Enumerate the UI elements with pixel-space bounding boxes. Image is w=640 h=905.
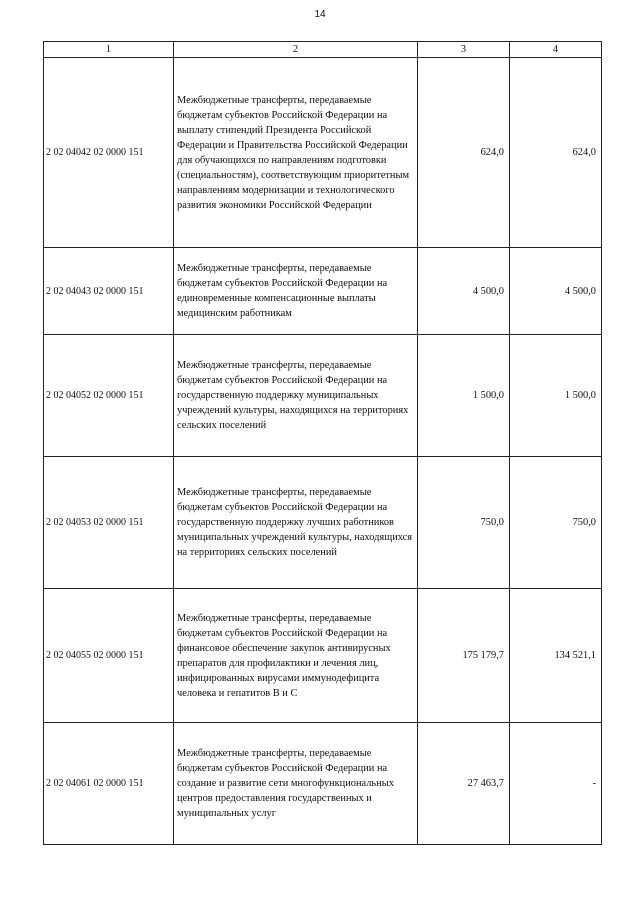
amount-col-4: -	[510, 723, 602, 845]
amount-col-3: 750,0	[418, 457, 510, 589]
budget-table	[43, 41, 602, 845]
row-description: Межбюджетные трансферты, передаваемые бюджетам субъектов Российской Федерации на государственную поддержку муниципальных учреждений культуры, находящихся на территориях сельских поселений	[174, 335, 418, 457]
amount-col-3: 1 500,0	[418, 335, 510, 457]
column-header: 4	[510, 42, 602, 58]
budget-code: 2 02 04055 02 0000 151	[44, 589, 174, 723]
budget-code: 2 02 04053 02 0000 151	[44, 457, 174, 589]
amount-col-4: 4 500,0	[510, 248, 602, 335]
amount-col-4: 624,0	[510, 58, 602, 248]
budget-code: 2 02 04043 02 0000 151	[44, 248, 174, 335]
table-row	[44, 589, 602, 723]
amount-col-3: 175 179,7	[418, 589, 510, 723]
table-row	[44, 457, 602, 589]
table-row	[44, 335, 602, 457]
amount-col-3: 27 463,7	[418, 723, 510, 845]
row-description: Межбюджетные трансферты, передаваемые бюджетам субъектов Российской Федерации на финансовое обеспечение закупок антивирусных препаратов для профилактики и лечения лиц, инфицированных вирусами иммунодефицита человека и гепатитов В и С	[174, 589, 418, 723]
budget-code: 2 02 04042 02 0000 151	[44, 58, 174, 248]
amount-col-4: 134 521,1	[510, 589, 602, 723]
column-header: 3	[418, 42, 510, 58]
budget-code: 2 02 04052 02 0000 151	[44, 335, 174, 457]
column-number-row	[44, 42, 602, 58]
row-description: Межбюджетные трансферты, передаваемые бюджетам субъектов Российской Федерации на создание и развитие сети многофункциональных центров предоставления государственных и муниципальных услуг	[174, 723, 418, 845]
column-header: 2	[174, 42, 418, 58]
amount-col-4: 750,0	[510, 457, 602, 589]
table-row	[44, 248, 602, 335]
amount-col-4: 1 500,0	[510, 335, 602, 457]
table-row	[44, 58, 602, 248]
page-number: 14	[314, 9, 326, 20]
row-description: Межбюджетные трансферты, передаваемые бюджетам субъектов Российской Федерации на государственную поддержку лучших работников муниципальных учреждений культуры, находящихся на территориях сельских поселений	[174, 457, 418, 589]
row-description: Межбюджетные трансферты, передаваемые бюджетам субъектов Российской Федерации на единовременные компенсационные выплаты медицинским работникам	[174, 248, 418, 335]
amount-col-3: 4 500,0	[418, 248, 510, 335]
column-header: 1	[44, 42, 174, 58]
amount-col-3: 624,0	[418, 58, 510, 248]
table-row	[44, 723, 602, 845]
budget-code: 2 02 04061 02 0000 151	[44, 723, 174, 845]
row-description: Межбюджетные трансферты, передаваемые бюджетам субъектов Российской Федерации на выплату стипендий Президента Российской Федерации и Правительства Российской Федерации для обучающихся по направлениям подготовки (специальностям), соответствующим приоритетным направлениям модернизации и технологического развития экономики Российской Федерации	[174, 58, 418, 248]
